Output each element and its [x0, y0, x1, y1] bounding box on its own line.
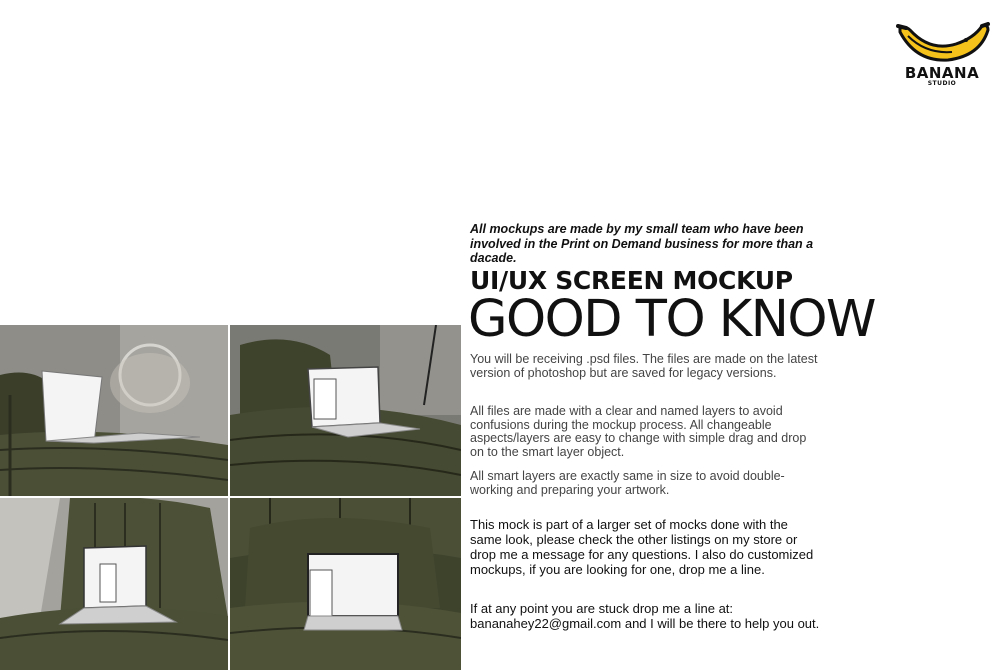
intro-text: All mockups are made by my small team who have been involved in the Print on Demand business for more than a dacade. [470, 222, 814, 265]
mockup-photo-4 [230, 498, 461, 670]
info-paragraph-layers: All files are made with a clear and named layers to avoid confusions during the mockup process. All changeable aspects/layers are easy to change with simple drag and drop on to the smart layer object. [470, 404, 807, 459]
mockup-photo-1 [0, 325, 228, 496]
page-title: GOOD TO KNOW [468, 290, 875, 349]
mockup-photo-grid [0, 325, 461, 670]
product-headline: UI/UX SCREEN MOCKUP [470, 266, 793, 295]
banana-icon [896, 22, 992, 66]
contact-paragraph: If at any point you are stuck drop me a line at: bananahey22@gmail.com and I will be there to help you out. [470, 601, 820, 631]
banana-studio-logo [896, 22, 992, 90]
logo-wordmark: BANANA [904, 64, 980, 82]
info-paragraph-smart-layers: All smart layers are exactly same in size to avoid double-working and preparing your artwork. [470, 469, 785, 497]
mockup-photo-2 [230, 325, 461, 496]
info-paragraph-mock-set: This mock is part of a larger set of mocks done with the same look, please check the other listings on my store or drop me a message for any questions. I also do customized mockups, if you are looking for one, drop me a line. [470, 517, 814, 577]
logo-subtitle: STUDIO [927, 80, 957, 87]
mockup-photo-3 [0, 498, 228, 670]
info-paragraph-files: You will be receiving .psd files. The files are made on the latest version of photoshop but are saved for legacy versions. [470, 352, 818, 380]
